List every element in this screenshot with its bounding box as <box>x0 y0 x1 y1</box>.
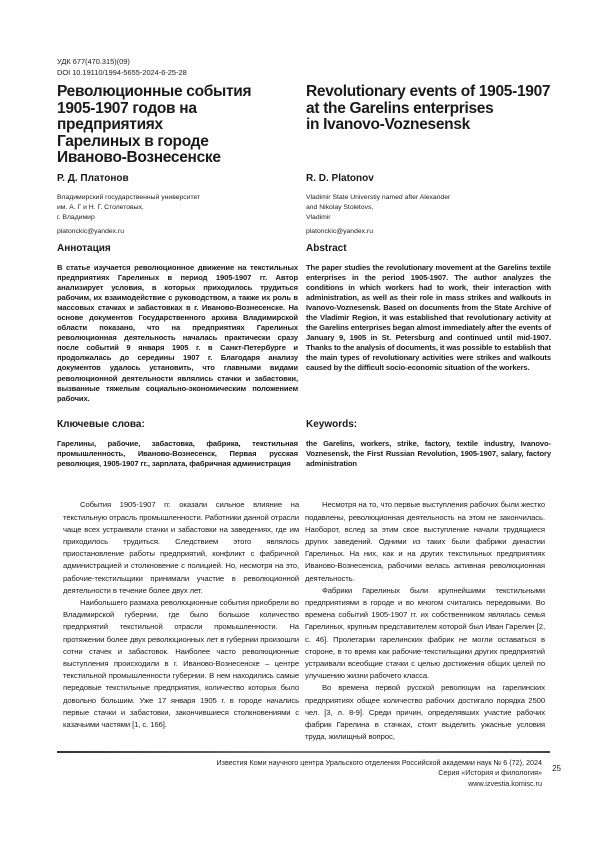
title-line: Иваново-Вознесенске <box>57 150 298 167</box>
title-line: Революционные события <box>57 84 298 101</box>
ru-author: Р. Д. Платонов <box>57 172 298 185</box>
udc-code: УДК 677(470.315)(09) <box>57 57 555 68</box>
page <box>0 0 600 809</box>
en-abstract-heading: Abstract <box>306 242 551 255</box>
affiliation-line: г. Владимир <box>57 213 298 223</box>
affiliation-line: им. А. Г и Н. Г. Столетовых, <box>57 203 298 213</box>
ru-keywords-heading: Ключевые слова: <box>57 418 298 431</box>
footer-divider <box>57 751 550 753</box>
title-line: Гарелиных в городе <box>57 134 298 151</box>
body-paragraph: Фабрики Гарелиных были крупнейшими текстильными предприятиями в городе и во многом считались передовыми. Во времена событий 1905-1907 гг. их собственником являлась семья Гарелиных, крупным представителем которой был Иван Гарелин [2, с. 46]. Пролетарии гарелинских фабрик не могли оставаться в стороне, в то время как рабочие-текстильщики других предприятий устраивали всеобщие стачки с целью достижения общих целей по улучшению жизни рабочего класса. <box>305 585 545 683</box>
body-right-column <box>305 499 545 743</box>
ru-abstract-heading: Аннотация <box>57 242 298 255</box>
ru-affiliation <box>57 193 298 223</box>
page-footer <box>57 758 555 790</box>
journal-footer <box>57 758 555 790</box>
affiliation-line: Vladimir <box>306 213 551 223</box>
ru-email[interactable]: platonckic@yandex.ru <box>57 227 298 237</box>
body-paragraph: Во времена первой русской революции на гарелинских предприятиях общее количество рабочих достигало порядка 2500 чел. [3, л. 8-9]. Среди причин, определявших участие рабочих фабрик Гарелина в стачках, стоит выделить ужасные условия труда, жилищный вопрос, <box>305 682 545 743</box>
affiliation-line: and Nikolay Stoletovs, <box>306 203 551 213</box>
journal-website[interactable]: www.izvestia.komisc.ru <box>57 779 542 790</box>
en-abstract: The paper studies the revolutionary movement at the Garelins textile enterprises in the period 1905-1907. The author analyzes the conditions in which workers had to work, their interaction with administration, as well as their role in mass strikes and walkouts in Ivanovo-Voznesensk. Based on documents from the State Archive of the Vladimir Region, it was established that revolutionary activity at the Garelins enterprises began almost immediately after the events of January 9, 1905 in St. Petersburg and continued until mid-1907. Thanks to the analysis of documents, it was possible to establish that the main types of revolutionary activities were strikes and walkouts caused by the difficult socio-economic situation of the workers. <box>306 263 551 404</box>
article-body <box>63 499 555 743</box>
en-email[interactable]: platonckic@yandex.ru <box>306 227 551 237</box>
body-paragraph: События 1905-1907 гг. оказали сильное влияние на текстильную отрасль промышленности. Работники данной отрасли чаще всех устраивали стачки и забастовки на заведениях, где им приходилось трудиться. Следствием этого являлось приостановление работы предприятий, конфликт с фабричной администрацией и столкновение с полицией. Но, несмотря на это, рабочие-текстильщики принимали участие в революционной деятельности в течение более двух лет. <box>63 499 299 597</box>
article-meta <box>57 57 555 78</box>
en-author: R. D. Platonov <box>306 172 551 185</box>
body-paragraph: Наибольшего размаха революционные события приобрели во Владимирской губернии, где было большое количество предприятий текстильной отрасли промышленности. На протяжении более двух революционных лет в губернии произошли сотни стачек и забастовок. Наиболее часто революционные выступления происходили в г. Иваново-Вознесенске – центре текстильной промышленности губернии. В нем находились самые передовые текстильные предприятия, количество которых было довольно большим. Уже 17 января 1905 г. в городе начались первые стачки и забастовки, закончившиеся столкновениями с казачьими частями [1, с. 166]. <box>63 597 299 731</box>
title-line: 1905-1907 годов на предприятиях <box>57 101 298 134</box>
page-number: 25 <box>552 764 561 773</box>
en-keywords: the Garelins, workers, strike, factory, textile industry, Ivanovo-Voznesensk, the First Russian Revolution, 1905-1907, salary, factory administration <box>306 439 551 470</box>
en-affiliation <box>306 193 551 223</box>
title-line: at the Garelins enterprises <box>306 101 551 118</box>
en-keywords-heading: Keywords: <box>306 418 551 431</box>
ru-title <box>57 84 298 167</box>
title-line: in Ivanovo-Voznesensk <box>306 117 551 134</box>
journal-name: Известия Коми научного центра Уральского отделения Российской академии наук № 6 (72), 2024 <box>57 758 542 769</box>
body-paragraph: Несмотря на то, что первые выступления рабочих были жестко подавлены, революционная деятельность на этом не закончилась. Наоборот, вслед за этим свое выступление начали трудящиеся других заведений. Одними из таких были фабрики династии Гарелиных. На них, как и на других текстильных предприятиях Иваново-Вознесенска, рабочими велась активная революционная деятельность. <box>305 499 545 584</box>
affiliation-line: Владимирский государственный университет <box>57 193 298 203</box>
title-line: Revolutionary events of 1905-1907 <box>306 84 551 101</box>
body-left-column <box>63 499 299 743</box>
ru-abstract: В статье изучается революционное движение на текстильных предприятиях Гарелиных в период 1905-1907 гг. Автор анализирует условия, в которых приходилось трудиться рабочим, их взаимодействие с руководством, а также их роль в массовых стачках и забастовках в г. Иваново-Вознесенске. На основе документов Государственного архива Владимирской области показано, что на предприятиях Гарелиных революционная деятельность началась практически сразу после событий 9 января 1905 г. в Санкт-Петербурге и продолжалась до середины 1907 г. Благодаря анализу документов удалось установить, что главными видами революционной деятельности являлись стачки и забастовки, вызванные тяжелым социально-экономическим положением рабочих. <box>57 263 298 404</box>
doi: DOI 10.19110/1994-5655-2024-6-25-28 <box>57 68 555 79</box>
affiliation-line: Vladimir State Universtiy named after Alexander <box>306 193 551 203</box>
ru-keywords: Гарелины, рабочие, забастовка, фабрика, текстильная промышленность, Иваново-Вознесенск, Первая русская революция, 1905-1907 гг., зарплата, фабричная администрация <box>57 439 298 470</box>
article-header <box>57 84 555 469</box>
journal-series: Серия «История и филология» <box>57 768 542 779</box>
en-title <box>306 84 551 167</box>
